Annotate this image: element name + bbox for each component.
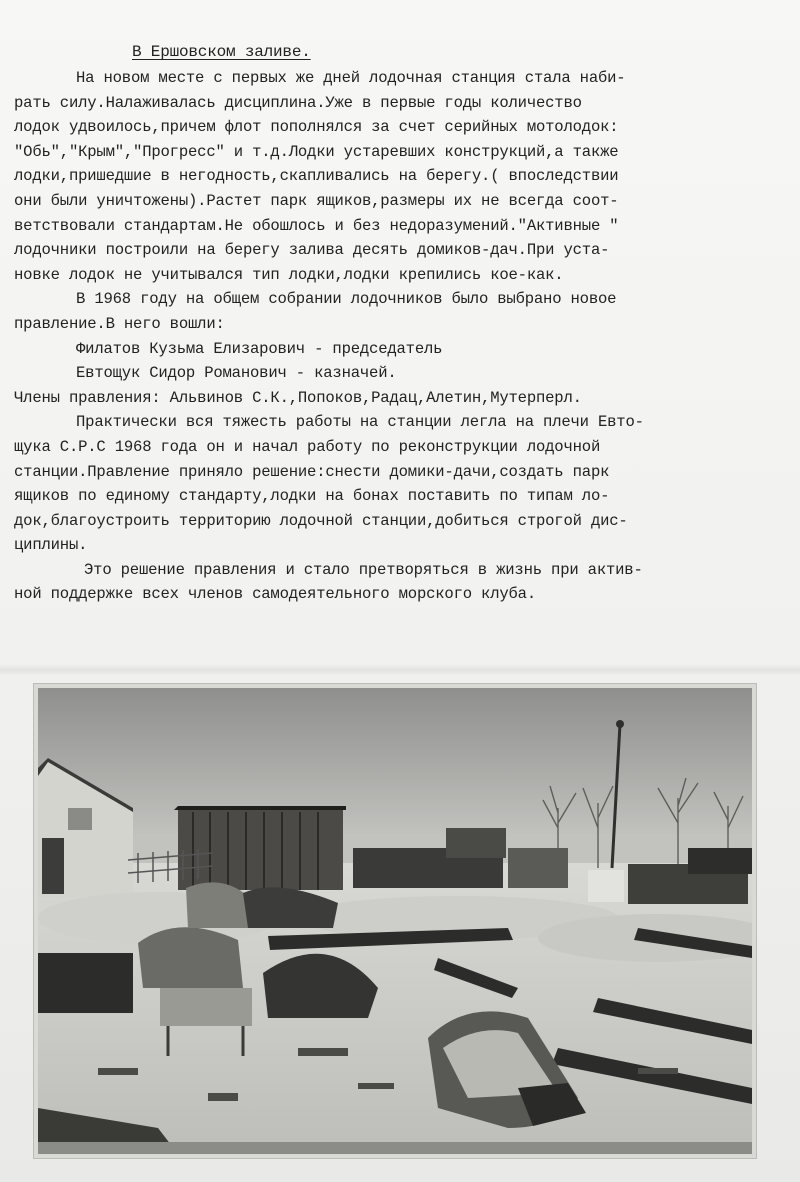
- page-fold-shadow: [0, 664, 800, 676]
- text-line: "Обь","Крым","Прогресс" и т.д.Лодки устаревших конструкций,а также: [14, 142, 619, 161]
- text-line: Это решение правления и стало претворяться в жизнь при актив-: [84, 560, 643, 579]
- boat-station-photo: [38, 688, 752, 1154]
- text-line: док,благоустроить территорию лодочной станции,добиться строгой дис-: [14, 511, 628, 530]
- photo-frame: [34, 684, 756, 1158]
- text-line: станции.Правление приняло решение:снести домики-дачи,создать парк: [14, 462, 610, 481]
- text-line: На новом месте с первых же дней лодочная станция стала наби-: [76, 69, 626, 87]
- document-title: В Ершовском заливе.: [132, 43, 311, 61]
- text-line: лодки,пришедшие в негодность,скапливались на берегу.( впоследствии: [14, 167, 619, 186]
- text-line: ной поддержке всех членов самодеятельного морского клуба.: [14, 585, 536, 604]
- text-line: новке лодок не учитывался тип лодки,лодки крепились кое-как.: [14, 265, 564, 284]
- text-line: ящиков по единому стандарту,лодки на бонах поставить по типам ло-: [14, 487, 610, 506]
- board-members-list: Члены правления: Альвинов С.К.,Попоков,Радац,Алетин,Мутерперл.: [14, 388, 582, 407]
- text-line: правление.В него вошли:: [14, 314, 225, 333]
- text-line: циплины.: [14, 536, 88, 555]
- text-line: рать силу.Налаживалась дисциплина.Уже в первые годы количество: [14, 93, 582, 112]
- text-line: Практически вся тяжесть работы на станции легла на плечи Евто-: [76, 413, 644, 432]
- typewritten-text-block: [14, 38, 784, 607]
- winter-shore-scene: [38, 688, 752, 1154]
- text-line: лодочники построили на берегу залива десять домиков-дач.При уста-: [14, 241, 610, 260]
- text-line: они были уничтожены).Растет парк ящиков,размеры их не всегда соот-: [14, 191, 619, 210]
- board-member-treasurer: Евтощук Сидор Романович - казначей.: [76, 364, 397, 383]
- text-line: В 1968 году на общем собрании лодочников было выбрано новое: [76, 290, 617, 309]
- text-line: ветствовали стандартам.Не обошлось и без недоразумений."Активные ": [14, 216, 619, 235]
- text-line: лодок удвоилось,причем флот пополнялся за счет серийных мотолодок:: [14, 118, 619, 137]
- text-line: щука С.Р.С 1968 года он и начал работу по реконструкции лодочной: [14, 437, 601, 456]
- board-member-chairman: Филатов Кузьма Елизарович - председатель: [76, 339, 443, 358]
